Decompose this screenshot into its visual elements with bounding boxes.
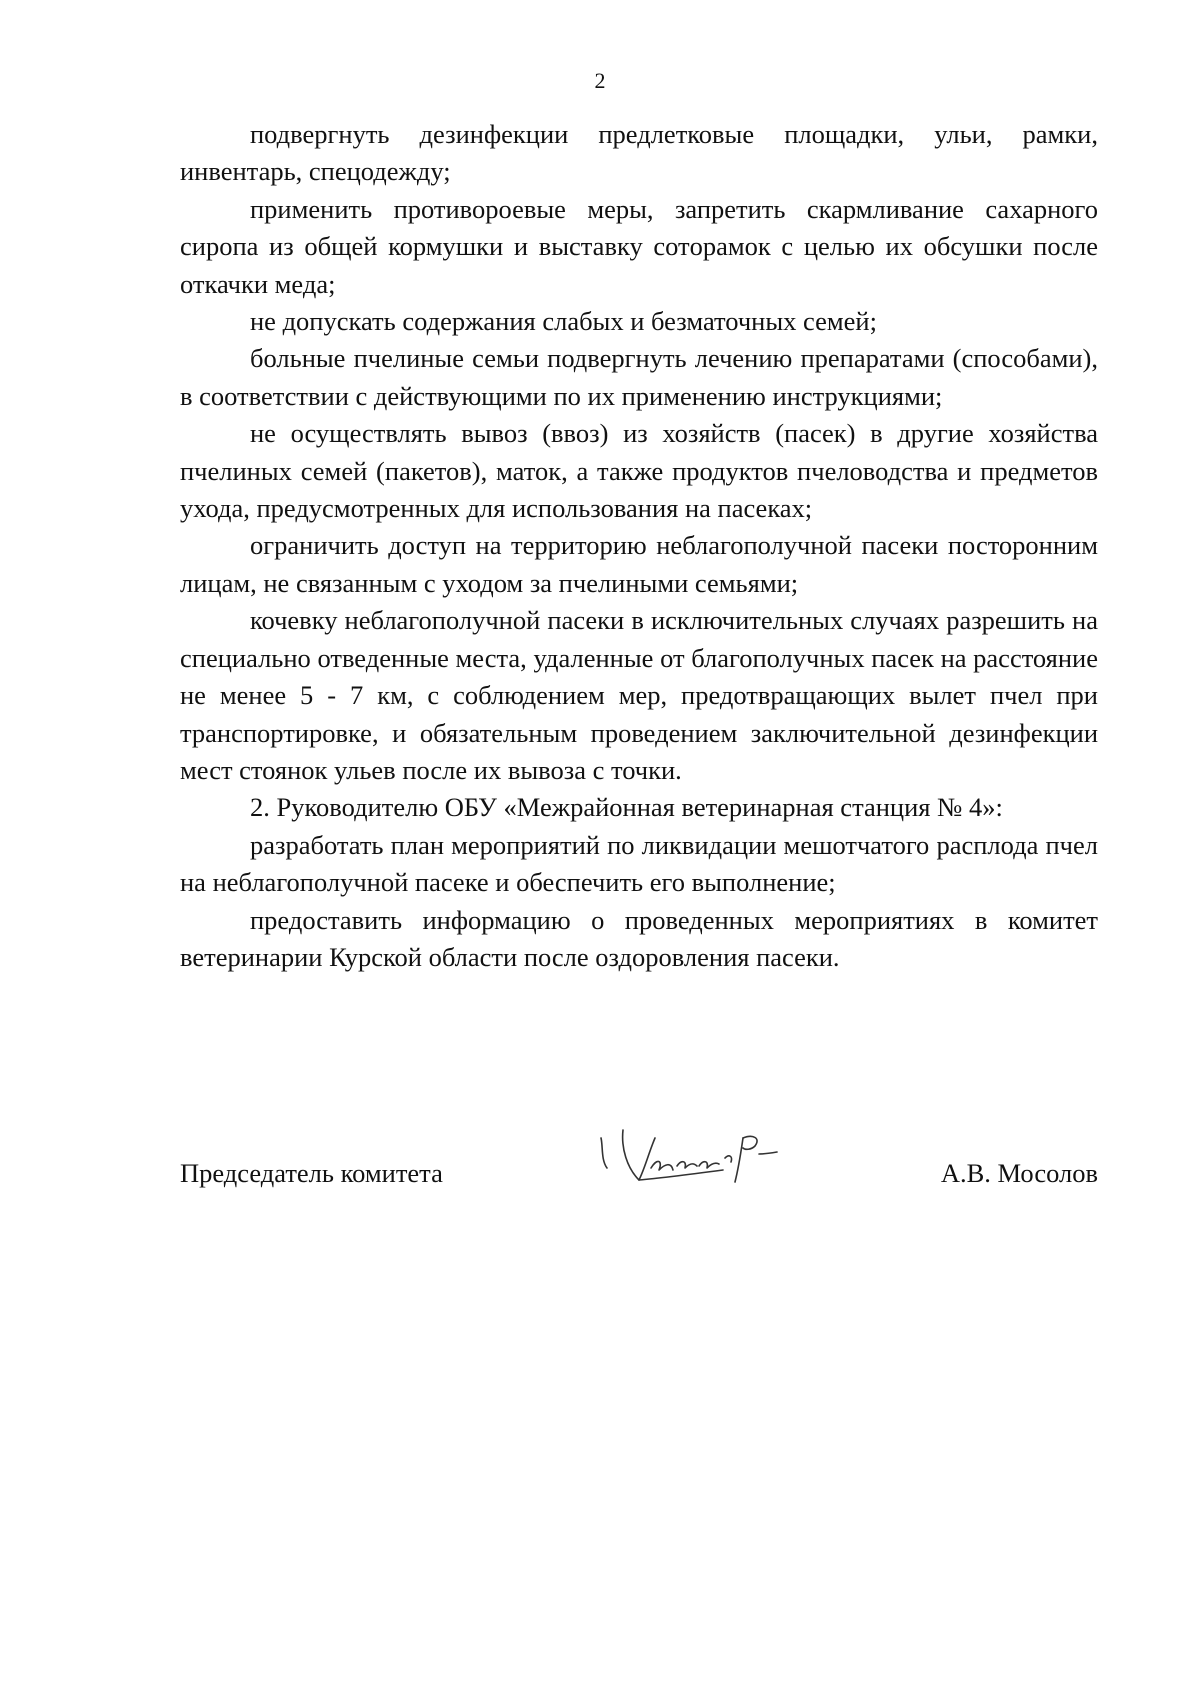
signer-name: А.В. Мосолов [940,1158,1098,1188]
paragraph-nomadic-beekeeping: кочевку неблагополучной пасеки в исключительных случаях разрешить на специально отведенные места, удаленные от благополучных пасек на расстояние не менее 5 - 7 км, с соблюдением мер, предотвращающих вылет пчел при транспортировке, и обязательным проведением заключительной дезинфекции мест стоянок ульев после их вывоза с точки. [180,605,1098,785]
paragraph-action-plan: разработать план мероприятий по ликвидации мешотчатого расплода пчел на неблагополучной пасеке и обеспечить его выполнение; [180,829,1098,898]
signer-position: Председатель комитета [180,1158,443,1188]
paragraph-anti-swarming: применить противороевые меры, запретить скармливание сахарного сиропа из общей кормушки и выставку сотoрамок с целью их обсушки после откачки меда; [180,193,1098,299]
paragraph-treatment: больные пчелиные семьи подвергнуть лечению препаратами (способами), в соответствии с действующими по их применению инструкциями; [180,343,1098,411]
paragraph-transport-ban: не осуществлять вывоз (ввоз) из хозяйств (пасек) в другие хозяйства пчелиных семей (пакетов), маток, а также продуктов пчеловодства и предметов ухода, предусмотренных для использования на пасеках; [180,418,1098,524]
handwritten-signature [593,1108,823,1208]
paragraph-weak-colonies: не допускать содержания слабых и безматочных семей; [250,306,877,337]
paragraph-head-of-station: 2. Руководителю ОБУ «Межрайонная ветеринарная станция № 4»: [250,792,1003,823]
paragraph-disinfection: подвергнуть дезинфекции предлетковые площадки, ульи, рамки, инвентарь, спецодежду; [180,119,1098,187]
document-body [180,116,1098,976]
paragraph-access-restriction: ограничить доступ на территорию неблагополучной пасеки посторонним лицам, не связанным с уходом за пчелиными семьями; [180,530,1098,598]
page-number: 2 [594,68,606,93]
signature-block [180,1148,1098,1188]
paragraph-report: предоставить информацию о проведенных мероприятиях в комитет ветеринарии Курской области после оздоровления пасеки. [180,904,1098,972]
